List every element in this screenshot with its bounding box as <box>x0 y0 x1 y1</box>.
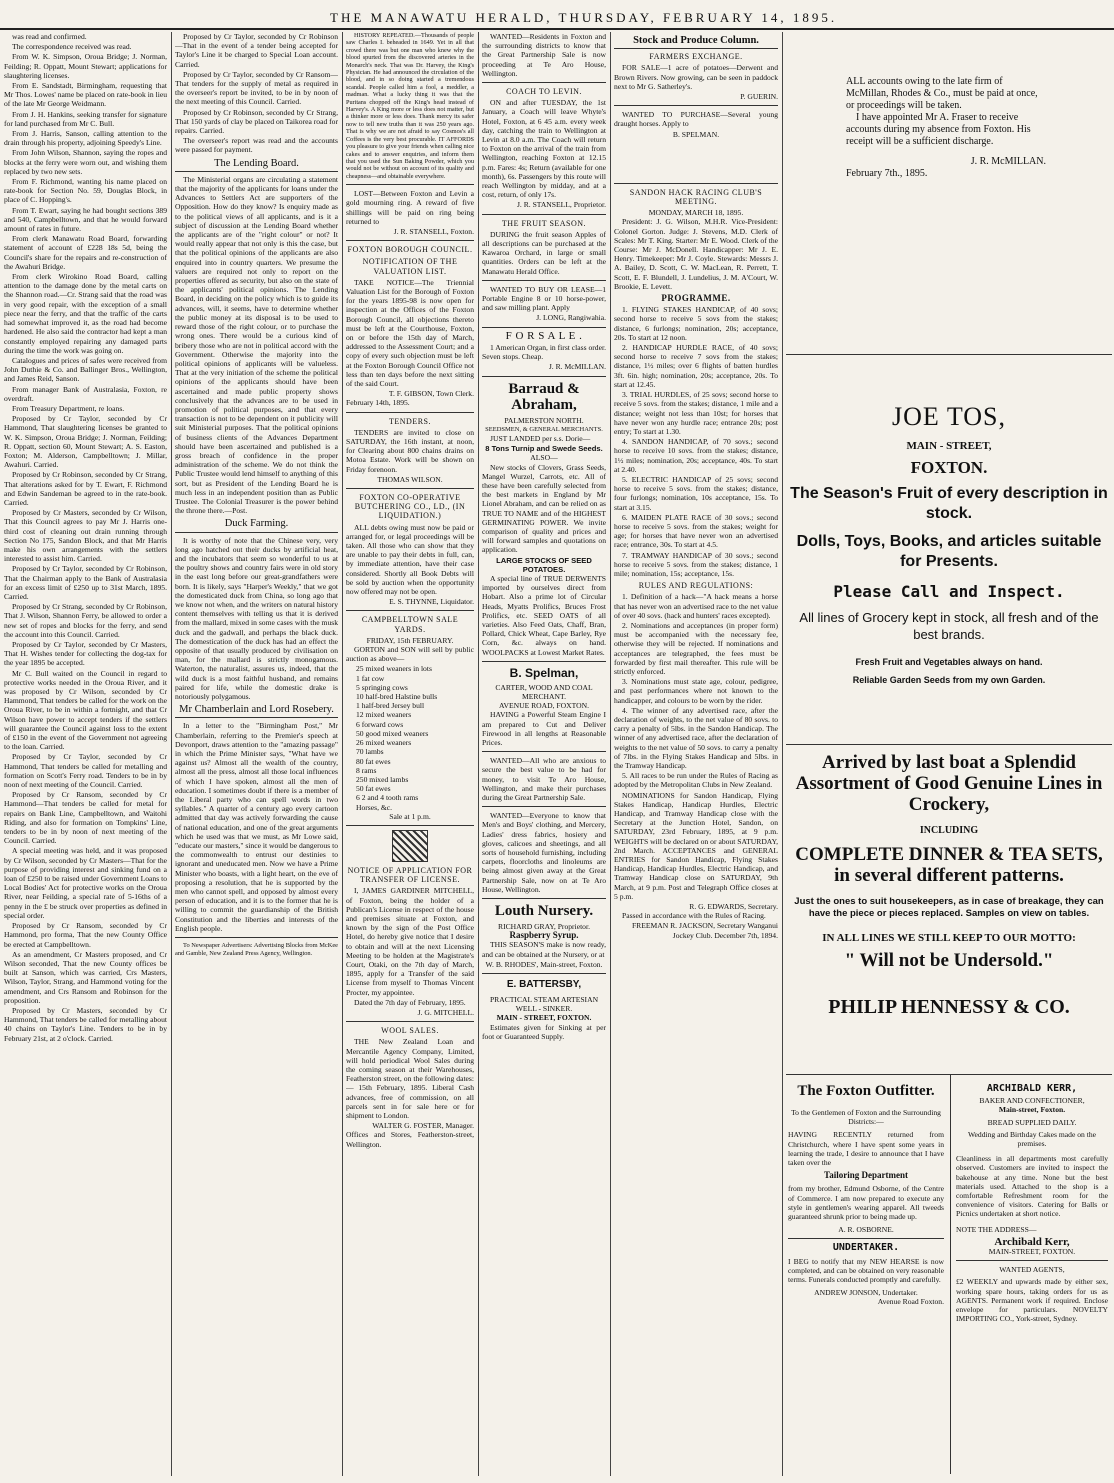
lending-board-paragraph: The Ministerial organs are circulating a statement that the majority of the applicants for loans under the Advances to Settlers Act are supporters of the Opposition. How do they know? Is enquiry made as to the political views of all applicants, and is it a subject of discussion at the Lending Board whether the applicants are of the "right colour" or not? It would really appear that not only is this the case, but that the political opinions of the applicants are also enquired into in country quarters. We presume the valuers are required not only to report on the properties offered as security, but also on the state of the applicants' political opinions. The Lending Board, in deciding on the policy which is to guide its advances, will, it seems, have to determine whether the public money at its disposal is to be used to reward those of the right colour, or to purchase the wrong ones. There would be a curious kind of bribery those who are not in political accord with the Government. Otherwise the majority into the political opinions of applicants will be valueless. That at the very initiation of the scheme the political opinions of the applicants should have been ascertained and made public property shows conclusively that the advances are to be used in promotion of political purposes, and that every transaction is not to be dependent on it publicity will suit Ministerial purposes. That the political opinions of business clients of the Advances Department should have been ascertained and published is a gross breach of confidence in the proper administration of the scheme. We do not think the Public Trustee would lend himself to anything of this sort, but as President of the Lending Board he is much less in an independent position than as Public Trustee. The Colonial Treasurer is the power behind the throne there.—Post. <box>175 174 338 516</box>
race-programme-item: 6. MAIDEN PLATE RACE of 30 sovs.; second horse to receive 5 sovs. from the stakes; weight for age; for horses that have never won an advertised race; entrance, 30s. To start at 4.5. <box>614 512 778 550</box>
council-minutes-paragraph: The correspondence received was read. <box>12 42 132 52</box>
spelman-trade: CARTER, WOOD AND COAL MERCHANT. <box>495 682 593 701</box>
barraud-stocks: LARGE STOCKS OF SEED POTATOES. <box>496 555 592 574</box>
column-2 <box>175 32 338 1476</box>
outfitter-ad <box>788 1082 944 1307</box>
joe-tos-name: JOE TOS, <box>892 402 1006 431</box>
undertaker-address: Avenue Road Foxton. <box>877 1297 944 1307</box>
passed-signature: FREEMAN R. JACKSON, Secretary Wanganui Jockey Club. December 7th, 1894. <box>631 921 778 940</box>
kerr-address2: MAIN-STREET, FOXTON. <box>988 1247 1076 1257</box>
hennessy-name: PHILIP HENNESSY & CO. <box>828 996 1070 1018</box>
column-rule <box>171 32 172 1476</box>
council-minutes-paragraph: The overseer's report was read and the accounts were passed for payment. <box>175 136 338 155</box>
council-minutes-paragraph: Proposed by Cr Masters, seconded by Cr Wilson, That this Council agrees to pay Mr J. Harris one-third cost of cleaning out drain running through Section No 175, Sandon Block, and that Mr Harris make his own arrangements with the settlers interested to assist him. Carried. <box>4 508 167 564</box>
council-minutes-paragraph: A special meeting was held, and it was proposed by Cr Wilson, seconded by Cr Masters—That for the purpose of providing interest and sinking fund on a loan of £250 to be raised under Government Loans to Local Bodies' Act for protective works on the Oroua River, near Feilding, a special rate of 5-16ths of a penny in the £ be struck over properties as defined in special order. <box>4 846 167 920</box>
barraud-landed: JUST LANDED per s.s. Dorie— <box>490 433 591 443</box>
sale-yard-lot: 26 mixed weaners <box>356 738 412 748</box>
license-signature: J. G. MITCHELL. <box>417 1007 474 1017</box>
outfitter-to: To the Gentlemen of Foxton and the Surrounding Districts:— <box>791 1108 941 1127</box>
council-minutes-paragraph: From J. Harris, Sanson, calling attention to the drain through his property, adjoining Speedy's Line. <box>4 129 167 148</box>
coach-notice: ON and after TUESDAY, the 1st January, a Coach will leave Whyte's Hotel, Foxton, at 6 45 a.m. every week day, catching the train to Wellington at Levin at 8.0 a.m. The Coach will return to Foxton on the arrival of the train from Wellington, reaching Foxton at 12.15 p.m. Fares: 4s; Return (available for one month), 6s. Passengers by this route will reach Wellington by midday, and at a cost, return, of only 17s. <box>482 98 606 200</box>
barraud-trade: SEEDSMEN, & GENERAL MERCHANTS. <box>485 425 603 433</box>
sale-yard-lot: 6 2 and 4 tooth rams <box>356 793 419 803</box>
mcmillan-date: February 7th., 1895. <box>846 168 928 179</box>
joe-tos-line6: Reliable Garden Seeds from my own Garden. <box>852 675 1046 685</box>
heading-lending-board: The Lending Board. <box>175 159 338 172</box>
valuation-date: February 14th, 1895. <box>346 398 410 408</box>
undertaker-heading: UNDERTAKER. <box>832 1242 900 1254</box>
council-minutes-paragraph: From F. Richmond, wanting his name placed on rate-book for Section No. 59, Douglas Block, in place of C. Hopping's. <box>4 177 167 205</box>
hennessy-line3: Just the ones to suit housekeepers, as in case of breakage, they can have the piece or pieces replaced. Samples on view on tables. <box>794 896 1104 919</box>
barraud-seeds: 8 Tons Turnip and Swede Seeds. <box>485 444 603 454</box>
column-5 <box>614 32 778 1476</box>
council-minutes-paragraph: Proposed by Cr Taylor, seconded by Cr Robinson, That the Chairman apply to the Bank of Australasia for an excess limit of £250 up to 31st March, 1895. Carried. <box>4 564 167 601</box>
council-minutes-paragraph: From manager Bank of Australasia, Foxton, re overdraft. <box>4 384 167 403</box>
joe-tos-line3: Please Call and Inspect. <box>833 582 1065 601</box>
council-minutes-paragraph: From John Wilson, Shannon, saying the ropes and blocks at the ferry were worn out, and wishing them replaced by two new sets. <box>4 148 167 176</box>
cooperative-notice: ALL debts owing must now be paid or arranged for, or legal proceedings will be taken. All those who can show that they are unable to pay their debts in full, can, by immediate attention, have their case considered. Shortly all Book Debts will be sold by auction when the opportunity now offered may not be open. <box>346 522 474 597</box>
mcmillan-signature: J. R. McMILLAN. <box>970 156 1046 167</box>
sale-yard-lot: 1 half-bred Jersey bull <box>356 701 425 711</box>
license-heading: NOTICE OF APPLICATION FOR TRANSFER OF LICENSE. <box>347 865 473 885</box>
masthead <box>0 0 1114 30</box>
sale-time: Sale at 1 p.m. <box>389 811 431 821</box>
joe-tos-town: FOXTON. <box>910 458 988 477</box>
sale-yard-lot: 8 rams <box>356 765 377 775</box>
joe-tos-street: MAIN - STREET, <box>906 440 992 452</box>
sandon-date: MONDAY, MARCH 18, 1895. <box>648 208 744 218</box>
fruit-season-notice: DURING the fruit season Apples of all descriptions can be purchased at the Kawaroa Orchard, in large or small quantities. Orders can be left at the Manawatu Herald Office. <box>482 229 606 276</box>
kerr-ad <box>956 1084 1108 1326</box>
louth-item: Raspberry Syrup. <box>509 930 579 941</box>
race-programme-item: 1. FLYING STAKES HANDICAP, of 40 sovs; second horse to receive 5 sovs from the stakes; distance, 6 furlongs; nomination, 20s; acceptance, 20s. To start at 12 noon. <box>614 305 778 342</box>
hennessy-line1: Arrived by last boat a Splendid Assortment of Good Genuine Lines in Crockery, <box>795 752 1103 815</box>
rules-heading: RULES AND REGULATIONS: <box>638 581 754 591</box>
barraud-heading: Barraud & Abraham, <box>508 380 580 413</box>
valuation-heading: NOTIFICATION OF THE VALUATION LIST. <box>362 257 458 276</box>
column-rule <box>782 32 783 1476</box>
hennessy-ad <box>786 752 1112 1019</box>
council-minutes-paragraph: Mr C. Bull waited on the Council in regard to protective works needed in the Oroua River, and it was proposed by Cr Wilson, seconded by Cr Hammond, That tenders be called for the work on the Oroua River, to be in within a fortnight, and that Cr Wilson have power to accept tenders if the settlers will guarantee the Council against loss to the extent of £150 in the event of the Government not agreeing to the loan. Carried. <box>4 668 167 752</box>
mcmillan-notice: ALL accounts owing to the late firm of McMillan, Rhodes & Co., must be paid at once, or proceedings will be taken. I have appointed Mr A. Fraser to receive accounts during my absence from Foxton. His receipt will be a sufficient discharge. J. R. McMILLAN. February 7th., 1895. <box>846 76 1046 179</box>
joe-tos-line2: Dolls, Toys, Books, and articles suitable for Presents. <box>796 533 1102 570</box>
kerr-bread: BREAD SUPPLIED DAILY. <box>987 1117 1077 1127</box>
louth-notice: THIS SEASON'S make is now ready, and can be obtained at the Nursery, or at <box>482 940 606 959</box>
column-6 <box>786 32 1112 1476</box>
newspaper-title: THE MANAWATU HERALD, THURSDAY, FEBRUARY 14, 1895. <box>330 10 838 25</box>
race-programme-item: 5. ELECTRIC HANDICAP of 25 sovs; second horse to receive 5 sovs. from the stakes; distance, four furlongs; nomination, 10s acceptance, 15s. To start at 3.15. <box>614 474 778 512</box>
hennessy-including: INCLUDING <box>919 825 979 836</box>
heading-duck-farming: Duck Farming. <box>175 519 338 532</box>
wanted-everyone-ad: WANTED—Everyone to know that Men's and Boys' clothing, and Mercery, Ladies' dress fabrics, hosiery and gloves, calicoes and sheetings, and all sorts of household furnishing, including carpets, floorcloths and linoleums are being almost given away at the Great Partnership Sale, now on at Te Aro House, Wellington. <box>482 811 606 894</box>
wool-sales-heading: WOOL SALES. <box>381 1026 439 1036</box>
sale-yard-lot: 5 springing cows <box>356 682 408 692</box>
battersby-trade: PRACTICAL STEAM ARTESIAN WELL - SINKER. <box>489 995 599 1014</box>
chamberlain-paragraph: In a letter to the "Birmingham Post," Mr Chamberlain, referring to the Premier's speech at Devonport, draws attention to the "amazing passage" in which the Prime Minister says, "What have we against us? Almost all the wealth of the country, almost all the press, almost all those local influences of which I have spoken, almost all the men of education. I sometimes doubt if there is a member of the Liberal party who can spell words in two syllables." A quarter of a century ago every cartoon admitted that day was actively forwarding the cause of national education, and one of the great arguments which he used was that we must, as Mr Lowe said, "educate our masters," since it would be dangerous to the commonwealth to entrust our destinies to ignorant and uneducated men. Now we have a Prime Minister who boasts, with a light heart, on the eve of proposing a resolution, that he is supported by the men who cannot spell, and opposed by almost every person of education, and it is to the former that he is willing to commit the guardianship of the British Constitution and the liberties and interests of the English people. <box>175 721 338 933</box>
council-minutes-paragraph: Proposed by Cr Robinson, seconded by Cr Strang, That alterations asked for by T. Ewart, F. Richmond and Edwin Sandeman be agreed to in the rate-book. Carried. <box>4 470 167 507</box>
hennessy-line2: COMPLETE DINNER & TEA SETS, in several different patterns. <box>795 844 1103 886</box>
barraud-town: PALMERSTON NORTH. <box>504 415 584 425</box>
nominations-notice: NOMINATIONS for Sandon Handicap, Flying Stakes Handicap, Handicap Hurdles, Electric Handicap, and Tramway Handicap close with the Secretary at the Junction Hotel, Sandon, on SATURDAY, 23rd February, 1895, at 9 p.m. WEIGHTS will be declared on or about SATURDAY, 2nd March. ACCEPTANCES and GENERAL ENTRIES for Sandon Handicap, Flying Stakes Handicap, Handicap Hurdles, Electric Handicap, and Tramway Handicap close on SATURDAY, 9th March, at 9 p.m. Post and Telegraph Office closes at 5 p.m. <box>614 790 778 901</box>
barraud-body: New stocks of Clovers, Grass Seeds, Mangel Wurzel, Carrots, etc. All of these have been carefully selected from the best markets in England by Mr Lionel Abraham, and can be relied on as TRUE TO NAME and of the HIGHEST GERMINATING POWER. We invite comparison of quality and prices and will forward samples and quotations on application. <box>482 462 606 555</box>
race-programme-item: 4. SANDON HANDICAP, of 70 sovs.; second horse to receive 10 sovs. from the stakes; distance, 1½ miles; nomination, 20s; acceptance, 40s. To start at 2.40. <box>614 437 778 474</box>
council-minutes-paragraph: From Treasury Department, re loans. <box>12 403 125 413</box>
louth-signature: W. B. RHODES', Main-street, Foxton. <box>485 959 603 969</box>
royal-arms-icon <box>392 830 428 862</box>
borough-council-heading: FOXTON BOROUGH COUNCIL. <box>347 245 473 255</box>
sale-yard-lot: 10 half-bred Halstine bulls <box>356 692 438 702</box>
louth-nursery-heading: Louth Nursery. <box>494 903 594 920</box>
lost-signature: J. R. STANSELL, Foxton. <box>393 226 474 236</box>
agents-body: £2 WEEKLY and upwards made by either sex, working spare hours, taking orders for us as AGENTS. Permanent work if required. Enclose envelope for particulars. NOVELTY IMPORTING CO., York-street, Sydney. <box>956 1277 1108 1324</box>
outfitter-body: HAVING RECENTLY returned from Christchurch, where I have spent some years in learning the trade, I desire to announce that I have taken over the <box>788 1130 944 1168</box>
history-repeated-ad: HISTORY REPEATED.—Thousands of people saw Charles I. beheaded in 1649. Yet in all that crowd there was but one man who knew why the blood spurted from the discovered arteries in the Monarch's neck. That was Dr. Harvey, the King's Physician. He had announced the circulation of the blood, and in so doing started a tremendous scandal. People called him a fool, a meddler, a madman. What a lucky thing it was that the Puritans chopped off the King's head instead of Harvey's. A King more or less does not matter, but a thinker more or less does. Thank mercy its safer now to tell new truths than it was 250 years ago. That is why we are not afraid to say Cosmos's all Coffees is the very best procurable. IT AFFORDS you pleasure to give your friends when calling nice cakes and to answer enquiries, and inform them that you used the Sun Baking Powder, which you would not be without on account of its quality and cheapness—and obtainable everywhere. <box>346 32 474 180</box>
sale-yard-lot: 250 mixed lambs <box>356 774 409 784</box>
battersby-address: MAIN - STREET, FOXTON. <box>496 1013 592 1023</box>
tenders-heading: TENDERS. <box>389 416 431 426</box>
council-minutes-paragraph: Proposed by Cr Ransom, seconded by Cr Hammond, pro forma, That the new County Office be erected at Campbelltown. <box>4 921 167 949</box>
passed-note: Passed in accordance with the Rules of Racing. <box>622 911 766 921</box>
race-rule-item: 5. All races to be run under the Rules of Racing as adopted by the Metropolitan Clubs in New Zealand. <box>614 771 778 790</box>
undertaker-signature: ANDREW JONSON, Undertaker. <box>814 1288 918 1298</box>
cooperative-signature: E. S. THYNNE, Liquidator. <box>389 597 474 607</box>
race-rule-item: 4. The winner of any advertised race, after the declaration of weights, to the net value of 80 sovs. to carry a penalty of 5lbs. in the Sandon Handicap. The winner of any advertised race, after the declaration of weights to the net value of 50 sovs. to carry a penalty of 7lbs. in the Flying Stakes Handicap and 5lbs. in the Tramway Handicap. <box>614 705 778 771</box>
duck-farming-paragraph: It is worthy of note that the Chinese very, very long ago hatched out their ducks by artificial heat, and the incubators that seem so wonderful to us at the poultry shows and country fairs were in old story in the east long before our great-grandfathers were born. It is likely, says "Harper's Weekly," that we got the domesticated duck from China, so long ago that we know not when, and the writers on natural history content themselves with telling us that it is derived from the mallard, mixed in some cases with the musk duck and the gadwall, and perhaps the black duck. The domestication of the duck has had an effect the opposite of that usually produced by civilisation on man, for the mallard is strictly monogamous. Waterton, the naturalist, assures us, indeed, that the wild duck is a most faithful husband, and remains paired for life, while the domestic drake is notoriously polygamous. <box>175 535 338 702</box>
outfitter-signature: A. R. OSBORNE. <box>838 1225 894 1235</box>
barraud-potatoes: A special line of TRUE DERWENTS imported by ourselves direct from Hobart. Also a prime lot of Circular Heads, Myatts Prolifics, Bruces Frost Prolifics, etc. SEED OATS of all varieties. Also Feed Oats, Chaff, Bran, Pollard, Chick Wheat, Cape Barley, Rye Corn, &c. always on hand. WOOLPACKS at Lowest Market Rates. <box>482 573 606 657</box>
potatoes-signature: P. GUERIN. <box>740 92 778 102</box>
farmers-exchange-heading: FARMERS EXCHANGE. <box>649 52 743 62</box>
kerr-note: NOTE THE ADDRESS— <box>956 1224 1037 1234</box>
cooperative-heading: FOXTON CO-OPERATIVE BUTCHERING CO., LD., (IN LIQUIDATION.) <box>354 493 466 521</box>
council-minutes-paragraph: Proposed by Cr Ransom, seconded by Cr Hammond—That tenders be called for metal for repairs on Bank Line, Campbelltown, and Waitohi Riding, and also for formation on Tompkins' Line, tenders to be in by noon of next meeting of the Council. Carried. <box>4 790 167 846</box>
sale-yard-lot: 6 forward cows <box>356 719 404 729</box>
coach-signature: J. R. STANSELL, Proprietor. <box>516 200 606 210</box>
column-rule <box>478 32 479 1476</box>
spelman-notice: HAVING a Powerful Steam Engine I am prepared to Cut and Deliver Firewood in all lengths at Reasonable Prices. <box>482 710 606 747</box>
battersby-heading: E. BATTERSBY, <box>506 979 582 991</box>
wanted-engine-ad: WANTED TO BUY OR LEASE—1 Portable Engine 8 or 10 horse-power, and saw milling plant. Apply <box>482 284 606 313</box>
kerr-cakes: Wedding and Birthday Cakes made on the premises. <box>967 1129 1097 1149</box>
council-minutes-paragraph: Proposed by Cr Taylor, seconded by Cr Hammond, That slaughtering licenses be granted to W. K. Simpson, Oroua Bridge; J. Norman, Feilding; R. Oppatt, section 60, Mount Stewart; A. S. Easton, Foxton; M. Alderson, Campbelltown; J. Millar, Awahuri. Carried. <box>4 414 167 470</box>
council-minutes-paragraph: Proposed by Cr Masters, seconded by Cr Hammond, That tenders be called for metalling about 40 chains on Taylor's Line. Tenders to be in by February 21st, at 2 o'clock. Carried. <box>4 1005 167 1043</box>
tenders-signature: THOMAS WILSON. <box>377 474 443 484</box>
organ-for-sale: 1 American Organ, in first class order. Seven stops. Cheap. <box>482 342 606 362</box>
joe-tos-line1: The Season's Fruit of every description in stock. <box>790 485 1108 522</box>
fruit-season-heading: THE FRUIT SEASON. <box>501 218 587 228</box>
council-minutes-paragraph: From W. K. Simpson, Oroua Bridge; J. Norman, Feilding; R. Oppatt, Mount Stewart; applications for slaughtering licenses. <box>4 52 167 80</box>
spelman-address: AVENUE ROAD, FOXTON. <box>498 701 589 711</box>
tenders-notice: TENDERS are invited to close on SATURDAY, the 16th instant, at noon, for Clearing about 800 chains drains on Motoa Estate. Work will be shown on Friday forenoon. <box>346 427 474 474</box>
sale-yards-intro: GORTON and SON will sell by public auction as above— <box>346 645 474 664</box>
kerr-body: Cleanliness in all departments most carefully observed. Customers are invited to inspect the bakehouse at any time. None but the best materials used. Attached to the shop is a comfortable Refreshment room for the convenience of visitors. Catering for Balls or Picnics undertaken at short notice. <box>956 1154 1108 1219</box>
hennessy-motto2: " Will not be Undersold." <box>844 950 1054 971</box>
council-minutes-paragraph: Proposed by Cr Strang, seconded by Cr Robinson, That J. Wilson, Shannon Ferry, be allowed to order a new set of ropes and blocks for the ferry, and send the account into this Council. Carried. <box>4 602 167 639</box>
wanted-engine-signature: J. LONG, Rangiwahia. <box>536 313 606 323</box>
spelman-heading: B. Spelman, <box>509 665 579 680</box>
wanted-horses-signature: B. SPELMAN. <box>672 129 720 139</box>
column-rule <box>342 32 343 1476</box>
column-1 <box>4 32 167 1476</box>
coach-heading: COACH TO LEVIN. <box>506 87 582 97</box>
potatoes-for-sale: FOR SALE—1 acre of potatoes—Derwent and Brown Rivers. Now growing, can be seen in paddock next to Mr G. Satherley's. <box>614 63 778 91</box>
valuation-signature: T. F. GIBSON, Town Clerk. <box>388 389 474 399</box>
advertisers-footer: To Newspaper Advertisers: Advertising Blocks from McKee and Gamble, New Zealand Press Agency, Wellington. <box>175 942 338 957</box>
council-minutes-paragraph: Proposed by Cr Robinson, seconded by Cr Strang, That 150 yards of clay be placed on Taikorea road for repairs. Carried. <box>175 107 338 136</box>
kerr-name2: Archibald Kerr, <box>994 1235 1070 1248</box>
secretary-signature: R. G. EDWARDS, Secretary. <box>689 902 778 912</box>
council-minutes-paragraph: Proposed by Cr Taylor, seconded by Cr Ransom—That tenders for the supply of metal as required in the overseer's report be invited, to be in by noon of the next meeting of this Council. Carried. <box>175 69 338 107</box>
sale-yard-lot: 12 mixed weaners <box>356 710 412 720</box>
race-rule-item: 2. Nominations and acceptances (in proper form) must be accompanied with the necessary fee, otherwise they will be rejected. If nominations and acceptances are telegraphed, the fees must be forwarded by first mail thereafter. This rule will be strictly enforced. <box>614 620 778 676</box>
council-minutes-paragraph: Catalogues and prices of safes were received from John Duthie & Co. and Ballinger Bros., Wellington, and James Reid, Sanson. <box>4 355 167 384</box>
sale-yard-lot: 50 good mixed weaners <box>356 728 429 738</box>
louth-proprietor: RICHARD GRAY, Proprietor. <box>498 922 590 932</box>
stock-produce-heading: Stock and Produce Column. <box>614 36 778 49</box>
kerr-heading: ARCHIBALD KERR, <box>986 1083 1078 1094</box>
council-minutes-paragraph: From T. Ewart, saying he had bought sections 389 and 540, Campbelltown, and that he would forward amount of rates in future. <box>4 205 167 234</box>
valuation-notice: TAKE NOTICE—The Triennial Valuation List for the Borough of Foxton for the years 1895-98 is now open for inspection at the Offices of the Foxton Borough Council, all objections thereto must be left at the Courthouse, Foxton, on or before the 15th day of March, addressed to the Assessment Court; and a copy of every such objection must be left at the Foxton Borough Council Office not less than ten days before the next sitting of the said Court. <box>346 277 474 388</box>
column-rule <box>610 32 611 1476</box>
wool-signature: WALTER G. FOSTER, Manager. <box>372 1121 474 1131</box>
race-rule-item: 1. Definition of a hack—"A hack means a horse that has never won an advertised race to the net value of over 40 sovs. (hack and hunters' races excepted). <box>614 592 778 620</box>
license-notice: I, JAMES GARDINER MITCHELL, of Foxton, being the holder of a Publican's License in respect of the house and premises situate at Foxton, and known by the sign of the Post Office Hotel, do hereby give notice that I desire to obtain and will at the next Licensing Meeting to be holden at the Magistrate's Court, Otaki, on the 7th day of March, 1895, apply for a Transfer of the said License from myself to Thomas Vincent Procter, my appointee. <box>346 886 474 997</box>
wanted-residents-ad: WANTED—Residents in Foxton and the surrounding districts to know that the Great Partnership Sale is now proceeding at Te Aro House, Wellington. <box>482 32 606 78</box>
hennessy-motto: IN ALL LINES WE STILL KEEP TO OUR MOTTO: <box>822 932 1076 944</box>
kerr-address: Main-street, Foxton. <box>998 1105 1066 1115</box>
council-minutes-paragraph: From clerk Manawatu Road Board, forwarding statement of account of £228 18s 5d, being the Council's share for the repairs and re-construction of the Awahuri Bridge. <box>4 234 167 271</box>
council-minutes-paragraph: As an amendment, Cr Masters proposed, and Cr Wilson seconded, That the new County offices be built at Sanson, which was carried, Crs Masters, Wilson, Taylor, Strang, and Hammond voting for the amendment, and Crs Ransom and Robinson for the proposition. <box>4 949 167 1005</box>
race-programme-item: 2. HANDICAP HURDLE RACE, of 40 sovs; second horse to receive 7 sovs from the stakes; distance, 1½ miles; over 6 flights of batten hurdles 3ft. 6in. high; nomination, 20s; acceptance, 20s. To start at 12.45. <box>614 343 778 389</box>
race-programme-item: 7. TRAMWAY HANDICAP of 30 sovs.; second horse to receive 5 sovs. from the stakes; distance, 1 mile; nomination, 15s; acceptance, 15s. <box>614 550 778 578</box>
sale-yard-lot: 50 fat ewes <box>356 784 391 794</box>
sandon-racing-heading: SANDON HACK RACING CLUB'S MEETING. <box>629 187 763 207</box>
kerr-trade: BAKER AND CONFECTIONER, <box>979 1096 1085 1106</box>
wool-address: Offices and Stores, Featherston-street, Wellington. <box>346 1130 474 1149</box>
race-programme-item: 3. TRIAL HURDLES, of 25 sovs; second horse to receive 5 sovs. from the stakes; distance, 1 mile and a distance; weight not less than 10st; for horses that have never won any hurdle race; entrance 20s; post entry; To start at 1.30. <box>614 390 778 436</box>
outfitter-heading: The Foxton Outfitter. <box>797 1083 935 1099</box>
race-officers: President: J. G. Wilson, M.H.R. Vice-President: Colonel Gorton. Judge: J. Stevens, M.D. Clerk of Scales: Mr T. King. Starter: Mr E. Wood. Clerk of the Course: Mr J. McDonell. Handicapper: Mr J. E. Henry. Timekeeper: Mr J. Coyle. Stewards: Messrs J. A. Bailey, D. Scott, C. W. MacLean, R. Perrett, T. Scott, E. F. Blundell, J. Lundelius, J. M. A'Court, W. Brookie, E. Levett. <box>614 217 778 291</box>
sale-yards-date: FRIDAY, 15th FEBRUARY. <box>366 635 454 645</box>
sale-yard-lot: Horses, &c. <box>356 802 393 812</box>
undertaker-body: I BEG to notify that my NEW HEARSE is now completed, and can be obtained on very reasonable terms. Funerals conducted promptly and carefully. <box>788 1256 944 1285</box>
for-sale-heading: F O R S A L E . <box>505 329 583 342</box>
column-3 <box>346 32 474 1476</box>
joe-tos-line4: All lines of Grocery kept in stock, all fresh and of the best brands. <box>799 610 1099 642</box>
license-date: Dated the 7th day of February, 1895. <box>354 997 466 1007</box>
agents-heading: WANTED AGENTS, <box>999 1265 1065 1275</box>
outfitter-dept: Tailoring Department <box>824 1170 908 1181</box>
race-rule-item: 3. Nominations must state age, colour, pedigree, and past performances where not known to the handicapper, and colours to be worn by the rider. <box>614 677 778 705</box>
council-minutes-paragraph: From clerk Wirokino Road Board, calling attention to the damage done by the metal carts on the Shannon road.—Cr. Strang said that the road was in very good repair, with the exception of a small piece near the ferry, and that the traffic of the carts had somewhat improved it, as the road had become hardened. He also said the contractor had kept a man constantly employed repairing any damaged parts during the time the work was going on. <box>4 272 167 355</box>
lost-ring-notice: LOST—Between Foxton and Levin a gold mourning ring. A reward of five shillings will be paid on ring being returned to <box>346 189 474 226</box>
wanted-horses: WANTED TO PURCHASE—Several young draught horses. Apply to <box>614 110 778 129</box>
sale-yard-lot: 1 fat cow <box>356 673 385 683</box>
sale-yard-lot: 80 fat ewes <box>356 756 391 766</box>
sale-yard-lot: 25 mixed weaners in lots <box>356 664 432 674</box>
council-minutes-paragraph: Proposed by Cr Taylor, seconded by Cr Robinson—That in the event of a tender being accepted for Taylor's Line it be charged to Special Loan account. Carried. <box>175 32 338 69</box>
outfitter-body2: from my brother, Edmund Osborne, of the Centre of Commerce. I am now prepared to execute any style in gentlemen's wearing apparel. All tweeds guaranteed shrunk prior to being made up. <box>788 1184 944 1222</box>
heading-chamberlain: Mr Chamberlain and Lord Rosebery. <box>175 705 338 718</box>
wanted-value-ad: WANTED—All who are anxious to secure the best value to be had for money, to visit Te Aro House, Wellington, and make their purchases during the Great Partnership Sale. <box>482 756 606 803</box>
barraud-also: ALSO— <box>530 453 558 463</box>
wool-sales-notice: THE New Zealand Loan and Mercantile Agency Company, Limited, will hold periodical Wool Sales during the coming season at their Warehouses, Featherston street, on the following dates:— 15th February, 1895. Liberal Cash advances, free of commission, on all parcels sent in for sale here or for shipment to London. <box>346 1037 474 1120</box>
sale-yards-heading: CAMPBELLTOWN SALE YARDS. <box>361 615 459 634</box>
joe-tos-ad <box>786 372 1112 685</box>
council-minutes-paragraph: was read and confirmed. <box>12 32 87 41</box>
organ-signature: J. R. McMILLAN. <box>548 362 606 372</box>
council-minutes-paragraph: Proposed by Cr Taylor, seconded by Cr Masters, That H. Wishes tender for collecting the dog-tax for the year 1895 be accepted. <box>4 640 167 668</box>
battersby-notice: Estimates given for Sinking at per foot or Guaranteed Supply. <box>482 1022 606 1041</box>
sale-yard-lot: 70 lambs <box>356 747 384 757</box>
council-minutes-paragraph: From J. H. Hankins, seeking transfer for signature for land purchased from Mr C. Bull. <box>4 109 167 128</box>
council-minutes-paragraph: Proposed by Cr Taylor, seconded by Cr Hammond, That tenders be called for metalling and formation on Scott's Ferry road. Tenders to be in by noon of next meeting of the Council. Carried. <box>4 752 167 790</box>
council-minutes-paragraph: From E. Sandstadt, Birmingham, requesting that Mr Thos. Lowes' name be placed on rate-book in lieu of the late Mr George Weidmann. <box>4 81 167 109</box>
programme-heading: PROGRAMME. <box>661 293 731 304</box>
column-4 <box>482 32 606 1476</box>
joe-tos-line5: Fresh Fruit and Vegetables always on hand. <box>855 657 1043 667</box>
